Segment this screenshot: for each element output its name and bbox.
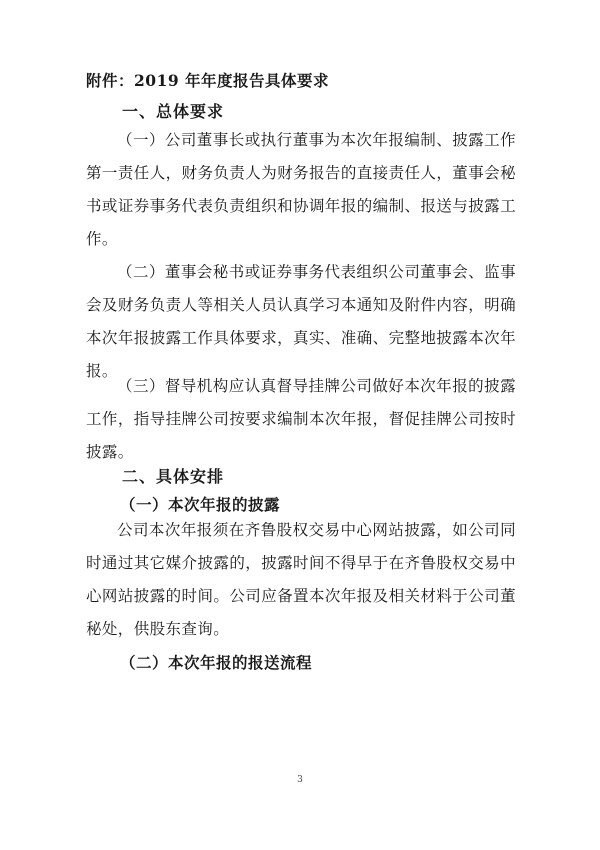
page-number: 3 [297,775,303,785]
paragraph-2: （二）董事会秘书或证券事务代表组织公司董事会、监事会及财务负责人等相关人员认真学习本通知及附件内容，明确本次年报披露工作具体要求，真实、准确、完整地披露本次年报。 [86,263,516,380]
section-heading-general: 一、总体要求 [122,102,225,121]
sub-heading-disclosure: （一）本次年报的披露 [120,495,281,514]
paragraph-4: 公司本次年报须在齐鲁股权交易中心网站披露，如公司同时通过其它媒介披露的，披露时间不得早于在齐鲁股权交易中心网站披露的时间。公司应备置本次年报及相关材料于公司董秘处，供股东查询。 [86,521,516,638]
annex-title: 附件：2019 年年度报告具体要求 [86,71,330,90]
paragraph-3: （三）督导机构应认真督导挂牌公司做好本次年报的披露工作，指导挂牌公司按要求编制本次年报，督促挂牌公司按时披露。 [86,377,516,461]
section-heading-arrangement: 二、具体安排 [122,467,225,486]
sub-heading-submission: （二）本次年报的报送流程 [120,653,313,672]
paragraph-1: （一）公司董事长或执行董事为本次年报编制、披露工作第一责任人，财务负责人为财务报告的直接责任人，董事会秘书或证券事务代表负责组织和协调年报的编制、报送与披露工作。 [86,131,516,248]
